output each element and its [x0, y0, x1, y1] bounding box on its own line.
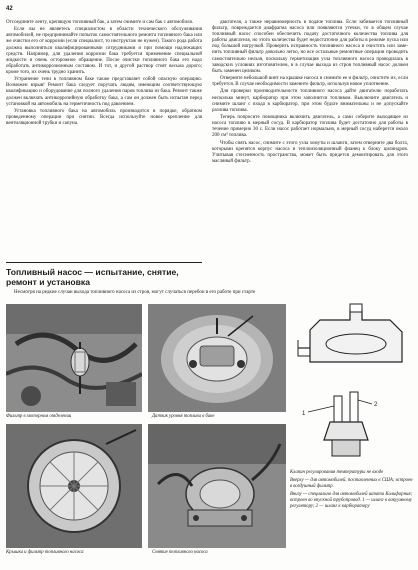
callout-heading: Клапан регулирования температуры не входе — [290, 470, 384, 475]
valve-diagram-drawing — [290, 300, 414, 468]
bottom-text — [6, 290, 412, 296]
photo-fuel-level-sender — [148, 304, 286, 412]
bottom-paragraph: Несмотря на редкие случаи выхода топливного насоса из строя, могут случаться перебои в его работе при старте — [14, 290, 256, 295]
pump-removal-illustration — [148, 424, 286, 548]
photo-pump-cover-filter — [6, 424, 142, 548]
right-paragraph: Чтобы снять насос, снимите с этого узла хомуты и шланги, затем отверните два болта, которыми крепятся корпус насоса и теплоизоляционный фланец к блоку цилиндров. Учитывая стесненность пространства, может быть придется демонтировать для этого масляный фильтр. — [212, 140, 408, 164]
photo-filter-engine-bay — [6, 304, 142, 412]
caption-photo1: Фильтр в моторном отделении — [6, 414, 72, 419]
right-paragraph: двигателя, а также неравномерность в подаче топлива. Если забивается топливный фильтр, повреждается диафрагма насоса или появляются утечки, то в общем случае топливный насос способен обеспечить подачу достаточного количества топлива для работы двигателя, но этого количества будет недостаточно для работы в режиме пуска или под большой нагрузкой. Проверить исправность топливного насоса и очистить или заменить топливный фильтр довольно легко, но все остальные ремонтные операции проводить самостоятельно нельзя, поскольку герметизация узла топливного насоса проводилась в заводских условиях изготовителем, и в случае выхода из строя топливный насос должен быть заменен целиком. — [212, 20, 408, 74]
page-number: 42 — [6, 6, 13, 12]
right-paragraph: Отверните небольшой винт на крышке насоса и снимите ее и фильтр, очистите их, если требуется. В случае необходимости замените фильтр, используя новое уплотнение. — [212, 76, 408, 88]
callout-item: Внизу — специально для автомобилей штата Калифорния; встроен во впускной трубопровод. 1 — шланг к вакуумному регулятору; 2 — шланг к карбюратору — [290, 491, 413, 509]
caption-photo2: Датчик уровня топлива в баке — [152, 414, 215, 419]
diagram-callout — [290, 470, 414, 511]
left-paragraph: Устранение течи в топливном баке также представляет собой опасную операцию. Возможен взрыв! Ремонт бака следует поручать людям, имеющим соответствующую квалификацию и оборудование для полного удаления паров топлива из бака. Ремонт также должен включать антикоррозийную обработку бака, а сам он должен быть испытан перед установкой на автомобиль на герметичность под давлением. — [6, 77, 202, 107]
caption-photo3: Крышка и фильтр топливного насоса — [6, 550, 84, 555]
right-paragraph: Теперь попросите помощника включить двигатель, а сами соберите выходящее из насоса топливо в мерный сосуд. В карбюратор топлива будет достаточно для работы в течение примерно 30 с. Если насос работает нормально, в мерный сосуд наберется около 200 см³ топлива. — [212, 114, 408, 139]
caption-photo4: Снятие топливного насоса — [152, 550, 208, 555]
diagram-label-1: 1 — [302, 411, 306, 417]
pump-cover-illustration — [6, 424, 142, 548]
diagram-temperature-valve — [290, 300, 414, 468]
callout-item: Вверху — для автомобилей, поставленных в США; встроен в воздушный фильтр. — [290, 477, 413, 489]
right-paragraph: Для проверки производительности топливного насоса дайте двигателю поработать несколько минут, карбюратор при этом заполнится топливом. Выключите двигатель и снимите шланг с входа в карбюратор, при этом будьте внимательны и не допускайте разлива топлива. — [212, 89, 408, 113]
left-paragraph: Отсоедините ленту, крепящую топливный бак, а затем снимите и сам бак с автомобиля. — [6, 20, 194, 25]
left-paragraph: Установка топливного бака на автомобиль производится в порядке, обратном проведенному операции при снятии. Всегда используйте новое крепление для вентиляционной трубки и сапуна. — [6, 108, 202, 127]
fuel-sender-illustration — [148, 304, 286, 412]
section-heading: Топливный насос — испытание, снятие, ремонт и установка — [6, 262, 202, 288]
engine-bay-illustration — [6, 304, 142, 412]
left-paragraph: Если вы не являетесь специалистом в области технического обслуживания автомобилей, не предпринимайте попыток самостоятельного ремонта топливного бака или же очистки его от коррозии (если специалист, то инструктаж не нужен). Такого рода работа должна выполняться квалифицированными сотрудниками и при помощи надлежащих средств. Например, для удаления коррозии бака требуется применение специальной жидкости и очень осторожное обращение. После очистки топливного бака его надо обработать антикоррозионным составом. И тот, и другой раствор стоят весьма дорого; кроме того, их очень трудно хранить. — [6, 27, 202, 75]
diagram-label-2: 2 — [374, 402, 378, 408]
right-text-column — [212, 20, 408, 166]
photo-removing-fuel-pump — [148, 424, 286, 548]
left-text-column — [6, 20, 202, 128]
